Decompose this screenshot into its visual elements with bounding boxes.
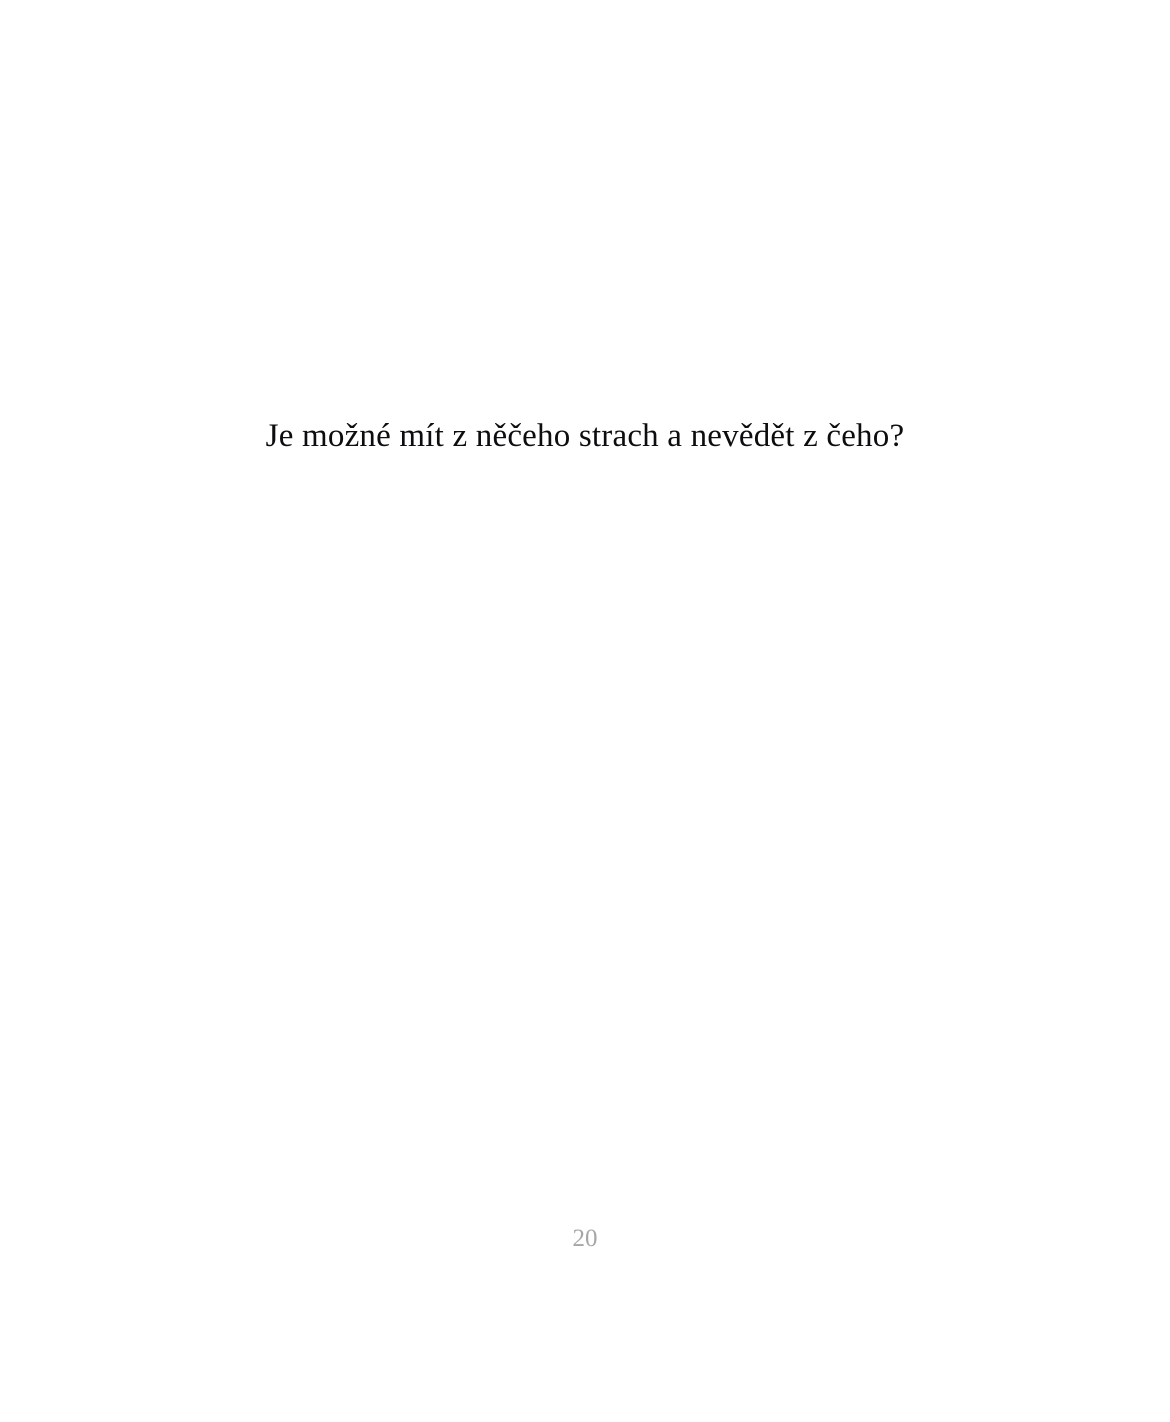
page-number: 20 bbox=[572, 1225, 598, 1252]
question-text: Je možné mít z něčeho strach a nevědět z čeho? bbox=[265, 418, 905, 454]
